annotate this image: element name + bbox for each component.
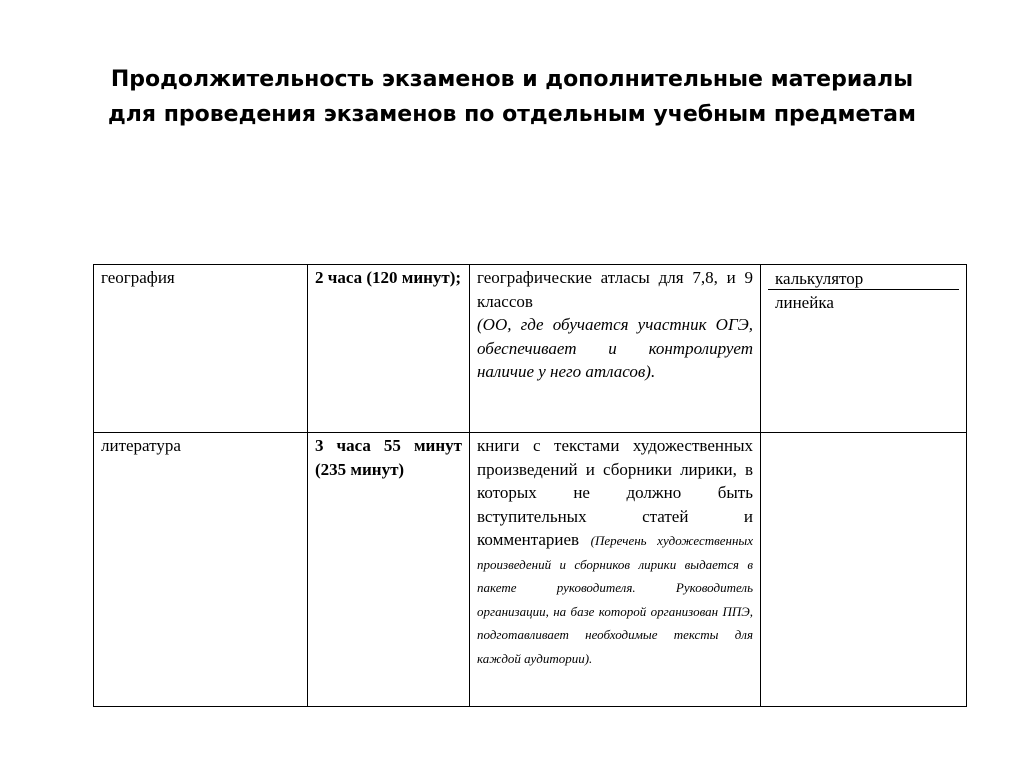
table-row	[94, 433, 967, 707]
extra-materials-cell-empty	[761, 433, 967, 707]
extra-item-ruler: линейка	[775, 293, 834, 312]
exam-table	[93, 264, 967, 707]
materials-note: (Перечень художественных произведений и сборников лирики выдается в пакете руководителя. Руководитель организации, на базе которой организован ППЭ, подготавливает необходимые тексты для каждой аудитории).	[477, 533, 753, 666]
extra-item-calculator: калькулятор	[768, 266, 959, 290]
materials-cell	[470, 433, 761, 707]
subject-cell: география	[94, 265, 308, 433]
extra-materials-cell	[761, 265, 967, 433]
title-line-1: Продолжительность экзаменов и дополнительные материалы	[110, 67, 914, 92]
duration-cell: 3 часа 55 минут (235 минут)	[308, 433, 470, 707]
materials-main: географические атласы для 7,8, и 9 классов	[477, 268, 753, 311]
materials-cell	[470, 265, 761, 433]
page-title	[40, 62, 984, 132]
materials-note: (ОО, где обучается участник ОГЭ, обеспечивает и контролирует наличие у него атласов).	[477, 315, 753, 381]
duration-cell: 2 часа (120 минут);	[308, 265, 470, 433]
title-line-2: для проведения экзаменов по отдельным учебным предметам	[108, 102, 916, 127]
table-row	[94, 265, 967, 433]
subject-cell: литература	[94, 433, 308, 707]
materials-main: книги с текстами художественных произведений и сборники лирики, в которых не должно быть вступительных статей и комментариев	[477, 436, 753, 549]
